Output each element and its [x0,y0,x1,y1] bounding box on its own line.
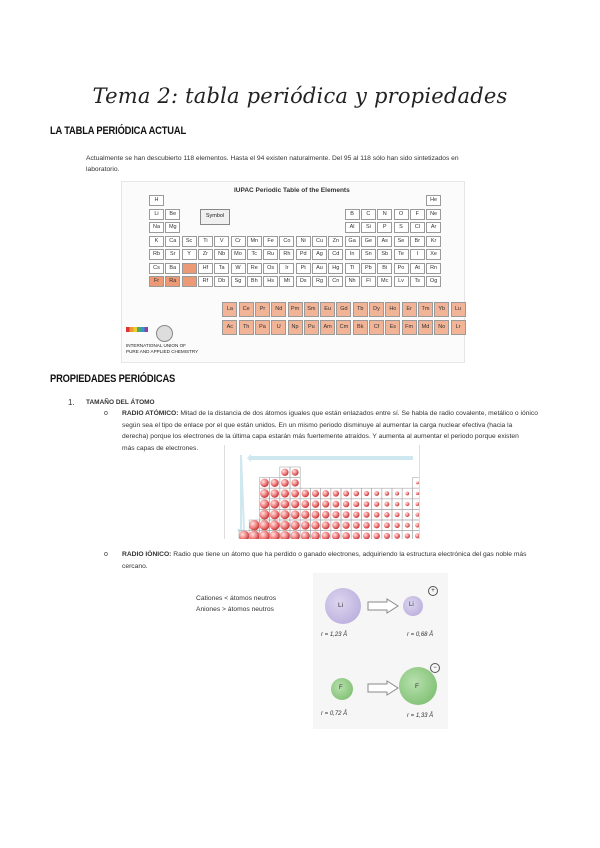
atom-radius-ball [322,521,330,529]
atom-radius-ball [291,479,298,486]
iupac-logo-line-1: INTERNATIONAL UNION OF [126,343,186,348]
element-cell: Pd [296,249,311,260]
atom-radius-ball [280,521,289,530]
atom-radius-ball [260,479,269,488]
element-cell: Ca [165,236,180,247]
element-cell: H [149,195,164,206]
periodic-table-key: Symbol [200,209,230,225]
lanthanide-cell: Gd [336,302,351,317]
f-atom-radius: r = 0,72 Å [321,711,348,717]
element-cell: Zn [328,236,343,247]
element-cell: Na [149,222,164,233]
intro-line-2: laboratorio. [86,166,120,173]
atom-radius-ball [312,490,319,497]
element-cell: Re [247,263,262,274]
atom-radius-ball [280,510,289,519]
iupac-logo [156,325,173,342]
element-cell: Ga [345,236,360,247]
atom-size-heading: TAMAÑO DEL ÁTOMO [86,399,155,406]
element-cell: Mg [165,222,180,233]
lanthanide-cell: Pr [255,302,270,317]
atom-radius-ball [291,510,300,519]
element-cell: F [410,209,425,220]
element-cell: Og [426,276,441,287]
element-cell: Hf [198,263,213,274]
atom-radius-ball [270,510,279,519]
atom-radius-ball [405,512,410,517]
element-cell: Ir [279,263,294,274]
page-title: Tema 2: tabla periódica y propiedades [92,84,508,108]
atom-radius-ball [363,532,370,539]
element-cell: Rh [279,249,294,260]
group-trend-arrow [238,455,244,533]
atom-radius-ball [374,491,379,496]
atom-radius-ball [405,492,409,496]
atom-radius-ball [394,533,400,539]
atom-radius-ball [249,531,260,539]
element-cell: Be [165,209,180,220]
atom-radius-ball [301,511,309,519]
atom-radius-ball [342,522,349,529]
element-cell: Sb [377,249,392,260]
atom-radius-ball [416,481,419,484]
element-cell: Si [361,222,376,233]
element-cell: Nb [214,249,229,260]
atom-radius-ball [322,490,329,497]
ionic-radius-label: RADIO IÓNICO: [122,551,172,558]
element-cell: Au [312,263,327,274]
lanthanide-cell: Lu [451,302,466,317]
actinide-cell: Md [418,320,433,335]
actinide-cell: Es [385,320,400,335]
atom-radius-ball [333,501,340,508]
lanthanide-cell: Sm [304,302,319,317]
ionic-radius-figure [313,573,448,729]
atom-radius-ball [311,521,319,529]
lanthanide-cell: Pm [288,302,303,317]
atomic-radius-line-3: derecha) porque los electrones de la última capa estarán más fuertemente atraídos. Y aumenta al aumentar el periodo porque existen [122,433,519,440]
ionic-radius-line-2: cercano. [122,562,148,570]
atomic-radius-line-2: según sea el tipo de enlace por el que están unidos. En un mismo periodo disminuye al aumentar la carga nuclear efectiva (hacia la [122,421,513,429]
atom-radius-ball [292,469,299,476]
atom-radius-ball [301,531,310,539]
f-atom-label: F [339,685,343,691]
element-cell: Pb [361,263,376,274]
atom-radius-ball [270,531,280,539]
element-cell: Li [149,209,164,220]
atom-radius-ball [384,522,390,528]
element-cell: Sg [231,276,246,287]
actinide-cell: Cm [336,320,351,335]
element-cell: Rb [149,249,164,260]
bullet-ionic-radius: o [104,551,108,558]
li-atom-label: Li [338,602,344,609]
atomic-radius-line-4: más capas de electrones. [122,444,199,452]
atom-radius-ball [270,489,279,498]
li-ion-label: Li [409,602,414,608]
atom-radius-ball [415,523,419,528]
atom-radius-ball [395,502,400,507]
actinide-cell: No [434,320,449,335]
section-heading-periodic-properties: PROPIEDADES PERIÓDICAS [50,373,176,385]
atom-radius-ball [384,502,389,507]
atom-radius-ball [291,490,299,498]
atom-radius-ball [281,479,289,487]
atom-radius-ball [395,512,400,517]
li-arrow-icon [367,598,399,614]
element-cell: Cr [231,236,246,247]
actinide-cell: Pa [255,320,270,335]
element-cell: Te [394,249,409,260]
atom-radius-ball [301,521,310,530]
atom-radius-ball [260,499,269,508]
atom-radius-ball [322,511,330,519]
atom-radius-ball [364,501,370,507]
atom-radius-ball [343,491,349,497]
element-cell: Y [182,249,197,260]
element-cell: Lv [394,276,409,287]
element-cell: Ge [361,236,376,247]
atom-radius-ball [302,490,309,497]
atom-radius-ball [291,521,300,530]
lanthanide-cell: Ce [239,302,254,317]
element-cell: W [231,263,246,274]
ionic-radius-line-1 [122,549,584,561]
ionic-radius-text-1: Radio que tiene un átomo que ha perdido o ganado electrones, adquiriendo la estructura electrónica del gas noble más [173,551,527,558]
atom-radius-ball [291,500,299,508]
element-cell: He [426,195,441,206]
actinide-cell: Lr [451,320,466,335]
atom-radius-ball [290,531,300,539]
element-cell: Ru [263,249,278,260]
intro-line-1: Actualmente se han descubierto 118 elementos. Hasta el 94 existen naturalmente. Del 95 al 118 sólo han sido sintetizados en [86,155,459,162]
atom-radius-ball [416,502,419,506]
atom-radius-ball [322,532,330,539]
atom-radius-ball [343,501,349,507]
element-cell: Hs [263,276,278,287]
atom-radius-ball [312,500,319,507]
element-cell: Pt [296,263,311,274]
element-cell: In [345,249,360,260]
f-block-placeholder-cell [182,263,197,274]
element-cell: Ta [214,263,229,274]
element-cell: Fr [149,276,164,287]
lanthanide-cell: Tm [418,302,433,317]
atom-radius-ball [342,532,350,539]
period-trend-arrow [247,454,413,462]
atom-radius-ball [343,511,350,518]
element-cell: S [394,222,409,233]
intro-paragraph [86,153,530,175]
element-cell: Mt [279,276,294,287]
iupac-color-strip [126,327,148,332]
element-cell: K [149,236,164,247]
element-cell: Se [394,236,409,247]
actinide-cell: Ac [222,320,237,335]
periodic-table-title: IUPAC Periodic Table of the Elements [234,187,350,194]
element-cell: V [214,236,229,247]
element-cell: Rg [312,276,327,287]
element-cell: Db [214,276,229,287]
atom-radius-ball [384,533,390,539]
atom-radius-ball [374,501,379,506]
atom-radius-ball [332,532,340,539]
atom-radius-ball [415,513,419,517]
atomic-radius-svg [225,445,419,539]
atom-radius-ball [416,492,419,495]
element-cell: Tc [247,249,262,260]
atom-radius-ball [415,533,419,538]
atom-radius-ball [354,491,360,497]
atom-radius-ball [333,490,339,496]
actinide-cell: Fm [402,320,417,335]
element-cell: Os [263,263,278,274]
atom-radius-ball [312,511,320,519]
element-cell: Po [394,263,409,274]
actinide-cell: U [271,320,286,335]
actinide-cell: Am [320,320,335,335]
element-cell: Ra [165,276,180,287]
iupac-logo-text [126,343,198,354]
atom-radius-ball [384,512,389,517]
li-positive-charge-icon: + [428,586,438,596]
element-cell: Rf [198,276,213,287]
element-cell: Mn [247,236,262,247]
element-cell: Cd [328,249,343,260]
atom-radius-ball [311,532,320,539]
element-cell: Ts [410,276,425,287]
element-cell: Kr [426,236,441,247]
atom-radius-ball [281,469,288,476]
element-cell: Cl [410,222,425,233]
element-cell: Ne [426,209,441,220]
atom-radius-ball [301,500,309,508]
li-ion-radius: r = 0,68 Å [407,632,434,638]
element-cell: Cs [149,263,164,274]
element-cell: Sc [182,236,197,247]
element-cell: Sr [165,249,180,260]
element-cell: I [410,249,425,260]
atom-radius-ball [373,533,380,539]
atomic-radius-line-1 [122,408,584,420]
element-cell: Sn [361,249,376,260]
atom-radius-ball [260,510,270,520]
element-cell: Ar [426,222,441,233]
element-cell: Al [345,222,360,233]
element-cell: Cn [328,276,343,287]
atom-radius-ball [271,479,279,487]
element-cell: Bh [247,276,262,287]
element-cell: Nh [345,276,360,287]
lanthanide-cell: Tb [353,302,368,317]
atom-radius-ball [353,501,359,507]
atom-radius-ball [353,532,360,539]
atom-radius-ball [405,523,410,528]
lanthanide-cell: Yb [434,302,449,317]
element-cell: Bi [377,263,392,274]
actinide-cell: Th [239,320,254,335]
lanthanide-cell: Er [402,302,417,317]
atom-radius-ball [332,522,340,530]
actinide-cell: Pu [304,320,319,335]
element-cell: At [410,263,425,274]
lanthanide-cell: La [222,302,237,317]
actinide-cell: Bk [353,320,368,335]
lanthanide-cell: Dy [369,302,384,317]
element-cell: Ni [296,236,311,247]
atom-radius-ball [405,533,410,538]
anions-note: Aniones > átomos neutros [196,606,274,613]
list-number-1: 1. [68,398,75,407]
element-cell: Ba [165,263,180,274]
element-cell: Xe [426,249,441,260]
element-cell: As [377,236,392,247]
element-cell: Ti [198,236,213,247]
atom-radius-ball [280,531,290,539]
element-cell: Ag [312,249,327,260]
atom-radius-ball [353,522,360,529]
atom-radius-ball [249,520,260,531]
f-block-placeholder-cell [182,276,197,287]
element-cell: P [377,222,392,233]
atom-radius-ball [374,522,380,528]
f-ion-label: F [415,683,419,690]
atomic-radius-text-1: Mitad de la distancia de dos átomos iguales que están enlazados entre sí. Se habla de radio covalente, metálico o iónico [180,410,538,417]
actinide-cell: Np [288,320,303,335]
lanthanide-cell: Ho [385,302,400,317]
f-arrow-icon [367,680,399,696]
atom-radius-ball [395,491,399,495]
element-cell: Fl [361,276,376,287]
atom-radius-ball [394,523,399,528]
element-cell: Br [410,236,425,247]
li-atom-radius: r = 1,23 Å [321,632,348,638]
atomic-radius-label: RADIO ATÓMICO: [122,410,179,417]
f-ion-radius: r = 1,33 Å [407,713,434,719]
element-cell: Cu [312,236,327,247]
atom-radius-ball [364,491,369,496]
atom-radius-ball [405,502,409,506]
atom-radius-ball [270,500,279,509]
periodic-table-figure [121,181,465,363]
lanthanide-cell: Nd [271,302,286,317]
atom-radius-ball [260,489,269,498]
cations-note: Cationes < átomos neutros [196,595,277,602]
section-heading-periodic-table: LA TABLA PERIÓDICA ACTUAL [50,125,186,137]
element-cell: B [345,209,360,220]
atom-radius-ball [270,520,280,530]
element-cell: Co [279,236,294,247]
iupac-logo-line-2: PURE AND APPLIED CHEMISTRY [126,348,199,354]
atom-radius-ball [385,491,389,495]
atom-radius-ball [281,500,290,509]
atom-radius-ball [281,489,289,497]
element-cell: C [361,209,376,220]
atom-radius-ball [259,520,269,530]
lanthanide-cell: Eu [320,302,335,317]
atomic-radius-figure [224,445,420,539]
element-cell: Ds [296,276,311,287]
element-cell: O [394,209,409,220]
atom-radius-ball [374,512,380,518]
element-cell: Mo [231,249,246,260]
element-cell: Hg [328,263,343,274]
atom-radius-ball [259,531,270,539]
ionic-radius-paragraph [122,549,584,572]
element-cell: Fe [263,236,278,247]
element-cell: Rn [426,263,441,274]
element-cell: Zr [198,249,213,260]
element-cell: Mc [377,276,392,287]
atom-radius-ball [363,512,369,518]
element-cell: N [377,209,392,220]
atom-radius-ball [363,522,369,528]
bullet-atomic-radius: o [104,410,108,417]
actinide-cell: Cf [369,320,384,335]
element-cell: Tl [345,263,360,274]
atom-radius-ball [322,501,329,508]
f-negative-charge-icon: − [430,663,440,673]
atom-radius-ball [353,511,359,517]
atom-radius-ball [332,511,339,518]
